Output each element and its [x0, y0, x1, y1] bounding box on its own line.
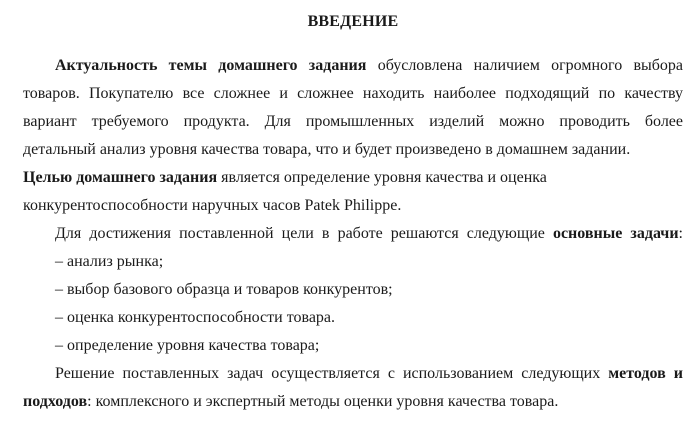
text-segment: обусловлена наличием огромного выбора	[366, 57, 684, 74]
bold-text-segment: Целью домашнего задания	[23, 169, 218, 186]
text-segment: – определение уровня качества товара;	[55, 337, 320, 354]
text-segment: является определение уровня качества и оценка	[217, 169, 547, 186]
text-segment: товаров. Покупателю все сложнее и сложнее находить наиболее подходящий по качеству	[23, 85, 683, 102]
text-line	[23, 164, 683, 192]
bold-text-segment: подходов	[23, 393, 88, 410]
bold-text-segment: основные задачи	[552, 225, 679, 242]
text-segment: : комплексного и экспертный методы оценки уровня качества товара.	[87, 393, 559, 410]
bold-text-segment: Актуальность темы домашнего задания	[55, 57, 367, 74]
text-line	[23, 388, 683, 416]
text-line	[23, 136, 683, 164]
text-segment: – оценка конкурентоспособности товара.	[55, 309, 336, 326]
text-segment: Для достижения поставленной цели в работе решаются следующие	[55, 225, 553, 242]
text-line	[23, 52, 683, 80]
text-line	[23, 248, 683, 276]
text-line	[23, 276, 683, 304]
text-segment: :	[678, 225, 683, 242]
text-segment: детальный анализ уровня качества товара, что и будет произведено в домашнем задании.	[23, 141, 631, 158]
text-segment: Решение поставленных задач осуществляется с использованием следующих	[55, 365, 609, 382]
text-line	[23, 332, 683, 360]
text-segment: конкурентоспособности наручных часов Patek Philippe.	[23, 197, 402, 214]
document-title: ВВЕДЕНИЕ	[307, 13, 399, 30]
text-segment: – выбор базового образца и товаров конкурентов;	[55, 281, 393, 298]
text-line	[23, 108, 683, 136]
bold-text-segment: методов и	[608, 365, 683, 382]
text-line	[23, 360, 683, 388]
text-line	[23, 304, 683, 332]
document-body	[23, 52, 683, 416]
text-segment: вариант требуемого продукта. Для промышленных изделий можно проводить более	[23, 113, 683, 130]
text-segment: – анализ рынка;	[55, 253, 164, 270]
text-line	[23, 80, 683, 108]
text-line	[23, 220, 683, 248]
text-line	[23, 192, 683, 220]
